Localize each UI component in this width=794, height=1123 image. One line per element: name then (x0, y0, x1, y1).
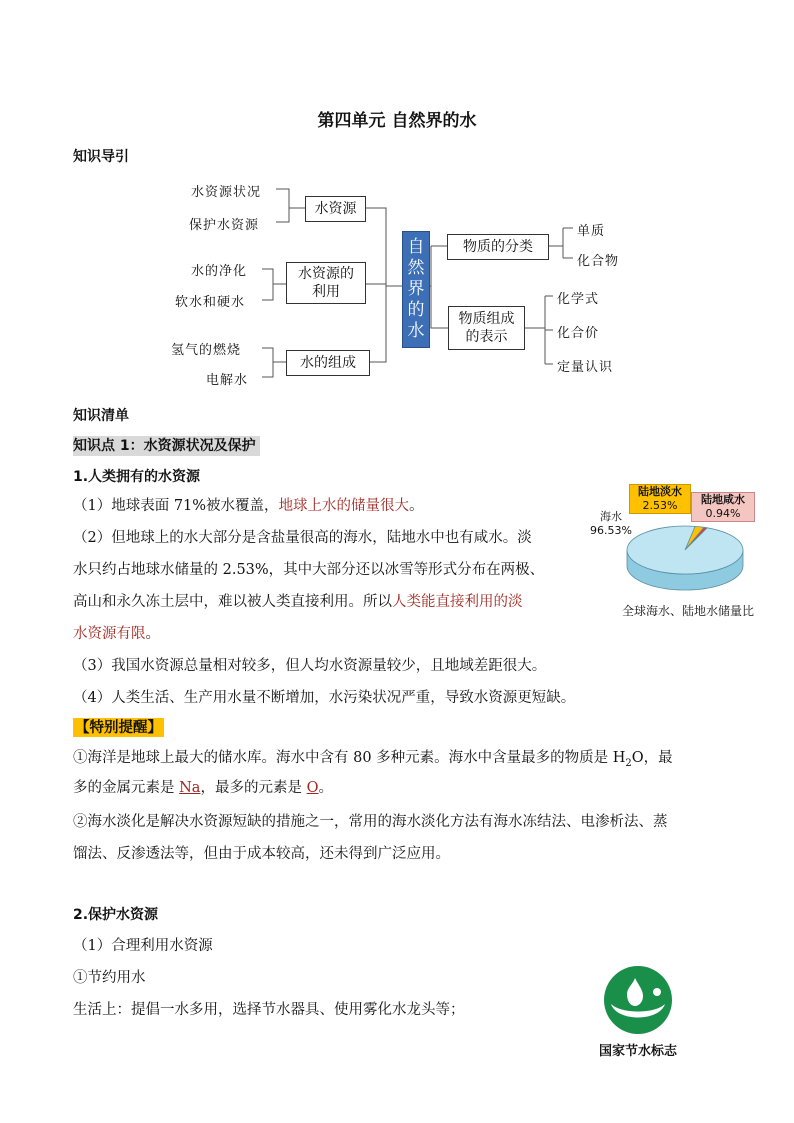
text: （1）地球表面 71%被水覆盖， (73, 498, 279, 514)
highlight-text: 人类能直接利用的淡 (392, 594, 523, 610)
text: 高山和永久冻土层中，难以被人类直接利用。所以 (73, 594, 392, 610)
logo-caption: 国家节水标志 (598, 1044, 677, 1059)
kp1-heading-text: 知识点 1：水资源状况及保护 (73, 436, 260, 456)
highlight-text: 地球上水的储量很大 (278, 498, 410, 514)
pie-chart (585, 480, 765, 625)
mindmap-leaf: 水的净化 (191, 264, 248, 279)
pie-label-freshwater (629, 484, 691, 514)
text: ①海洋是地球上最大的储水库。海水中含有 80 多种元素。海水中含量最多的物质是 H (73, 750, 626, 766)
reminder-2-line-1: ②海水淡化是解决水资源短缺的措施之一，常用的海水淡化方法有海水冻结法、电渗析法、蒸 (73, 814, 668, 830)
subscript: 2 (625, 757, 632, 769)
mindmap-node-water-resources: 水资源 (305, 196, 366, 222)
mindmap-node-composition-expression (448, 306, 525, 350)
pie-label-value: 0.94% (705, 507, 741, 520)
list-heading: 知识清单 (73, 408, 129, 424)
text: 。 (318, 780, 333, 796)
reminder-tag (73, 718, 164, 738)
paragraph-line (73, 592, 523, 612)
mindmap-leaf: 电解水 (206, 373, 249, 388)
reminder-1-line-2 (73, 778, 333, 798)
mindmap-node-classification: 物质的分类 (447, 234, 549, 260)
highlight-text: Na (179, 780, 201, 796)
water-saving-logo (593, 964, 683, 1059)
mindmap-leaf: 定量认识 (557, 360, 614, 375)
mindmap-leaf: 单质 (577, 224, 606, 239)
reminder-1-line-1 (73, 748, 673, 774)
mindmap-root-label: 自然界的水 (407, 237, 425, 341)
mindmap-leaf: 水资源状况 (191, 185, 262, 200)
paragraph-line (73, 624, 160, 644)
mindmap-leaf: 化合物 (577, 254, 620, 269)
highlight-text: O (306, 780, 319, 796)
text: O，最 (631, 750, 673, 766)
paragraph: （3）我国水资源总量相对较多，但人均水资源量较少，且地域差距很大。 (73, 658, 547, 674)
page-title: 第四单元 自然界的水 (317, 111, 477, 131)
mindmap-node-label: 物质组成的表示 (458, 311, 515, 345)
text: 。 (145, 626, 160, 642)
highlight-text: 水资源有限 (73, 626, 146, 642)
pie-label-name: 陆地咸水 (701, 493, 745, 506)
paragraph: （1）合理利用水资源 (73, 938, 213, 954)
mindmap-node-water-composition: 水的组成 (286, 350, 370, 376)
section-1-heading: 1.人类拥有的水资源 (73, 469, 201, 485)
text: ，最多的元素是 (200, 780, 307, 796)
pie-label-saltwater (691, 492, 755, 522)
text: 多的金属元素是 (73, 780, 180, 796)
pie-label-name: 海水 (600, 510, 622, 523)
pie-slice-0 (627, 526, 743, 574)
mindmap-leaf: 化合价 (557, 326, 600, 341)
paragraph-line: （2）但地球上的水大部分是含盐量很高的海水，陆地水中也有咸水。淡 (73, 530, 532, 546)
mindmap-leaf: 保护水资源 (189, 218, 260, 233)
reminder-tag-text: 【特别提醒】 (75, 719, 162, 736)
mindmap-node-water-use (286, 262, 366, 304)
mindmap-leaf: 化学式 (557, 292, 600, 307)
pie-label-name: 陆地淡水 (638, 485, 682, 498)
pie-label-seawater (587, 510, 635, 538)
paragraph: ①节约用水 (73, 970, 146, 986)
mindmap-leaf: 氢气的燃烧 (171, 343, 242, 358)
pie-label-value: 96.53% (590, 524, 632, 537)
water-drop-icon (593, 964, 683, 1036)
pie-label-value: 2.53% (642, 499, 678, 512)
mindmap-node-label: 水资源的利用 (298, 266, 354, 300)
paragraph-line: 水只约占地球水储量的 2.53%，其中大部分还以冰雪等形式分布在两极、 (73, 562, 545, 578)
text: 。 (409, 498, 424, 514)
reminder-2-line-2: 馏法、反渗透法等，但由于成本较高，还未得到广泛应用。 (73, 846, 450, 862)
mindmap-root (402, 231, 430, 348)
section-2-heading: 2.保护水资源 (73, 907, 159, 923)
paragraph (73, 496, 424, 516)
paragraph: 生活上：提倡一水多用，选择节水器具、使用雾化水龙头等； (73, 1002, 465, 1018)
mindmap-leaf: 软水和硬水 (175, 295, 246, 310)
guide-heading: 知识导引 (73, 149, 129, 165)
paragraph: （4）人类生活、生产用水量不断增加，水污染状况严重，导致水资源更短缺。 (73, 690, 576, 706)
pie-chart-title: 全球海水、陆地水储量比 (621, 604, 754, 618)
kp1-heading (73, 435, 260, 455)
mindmap-connectors (0, 0, 794, 400)
